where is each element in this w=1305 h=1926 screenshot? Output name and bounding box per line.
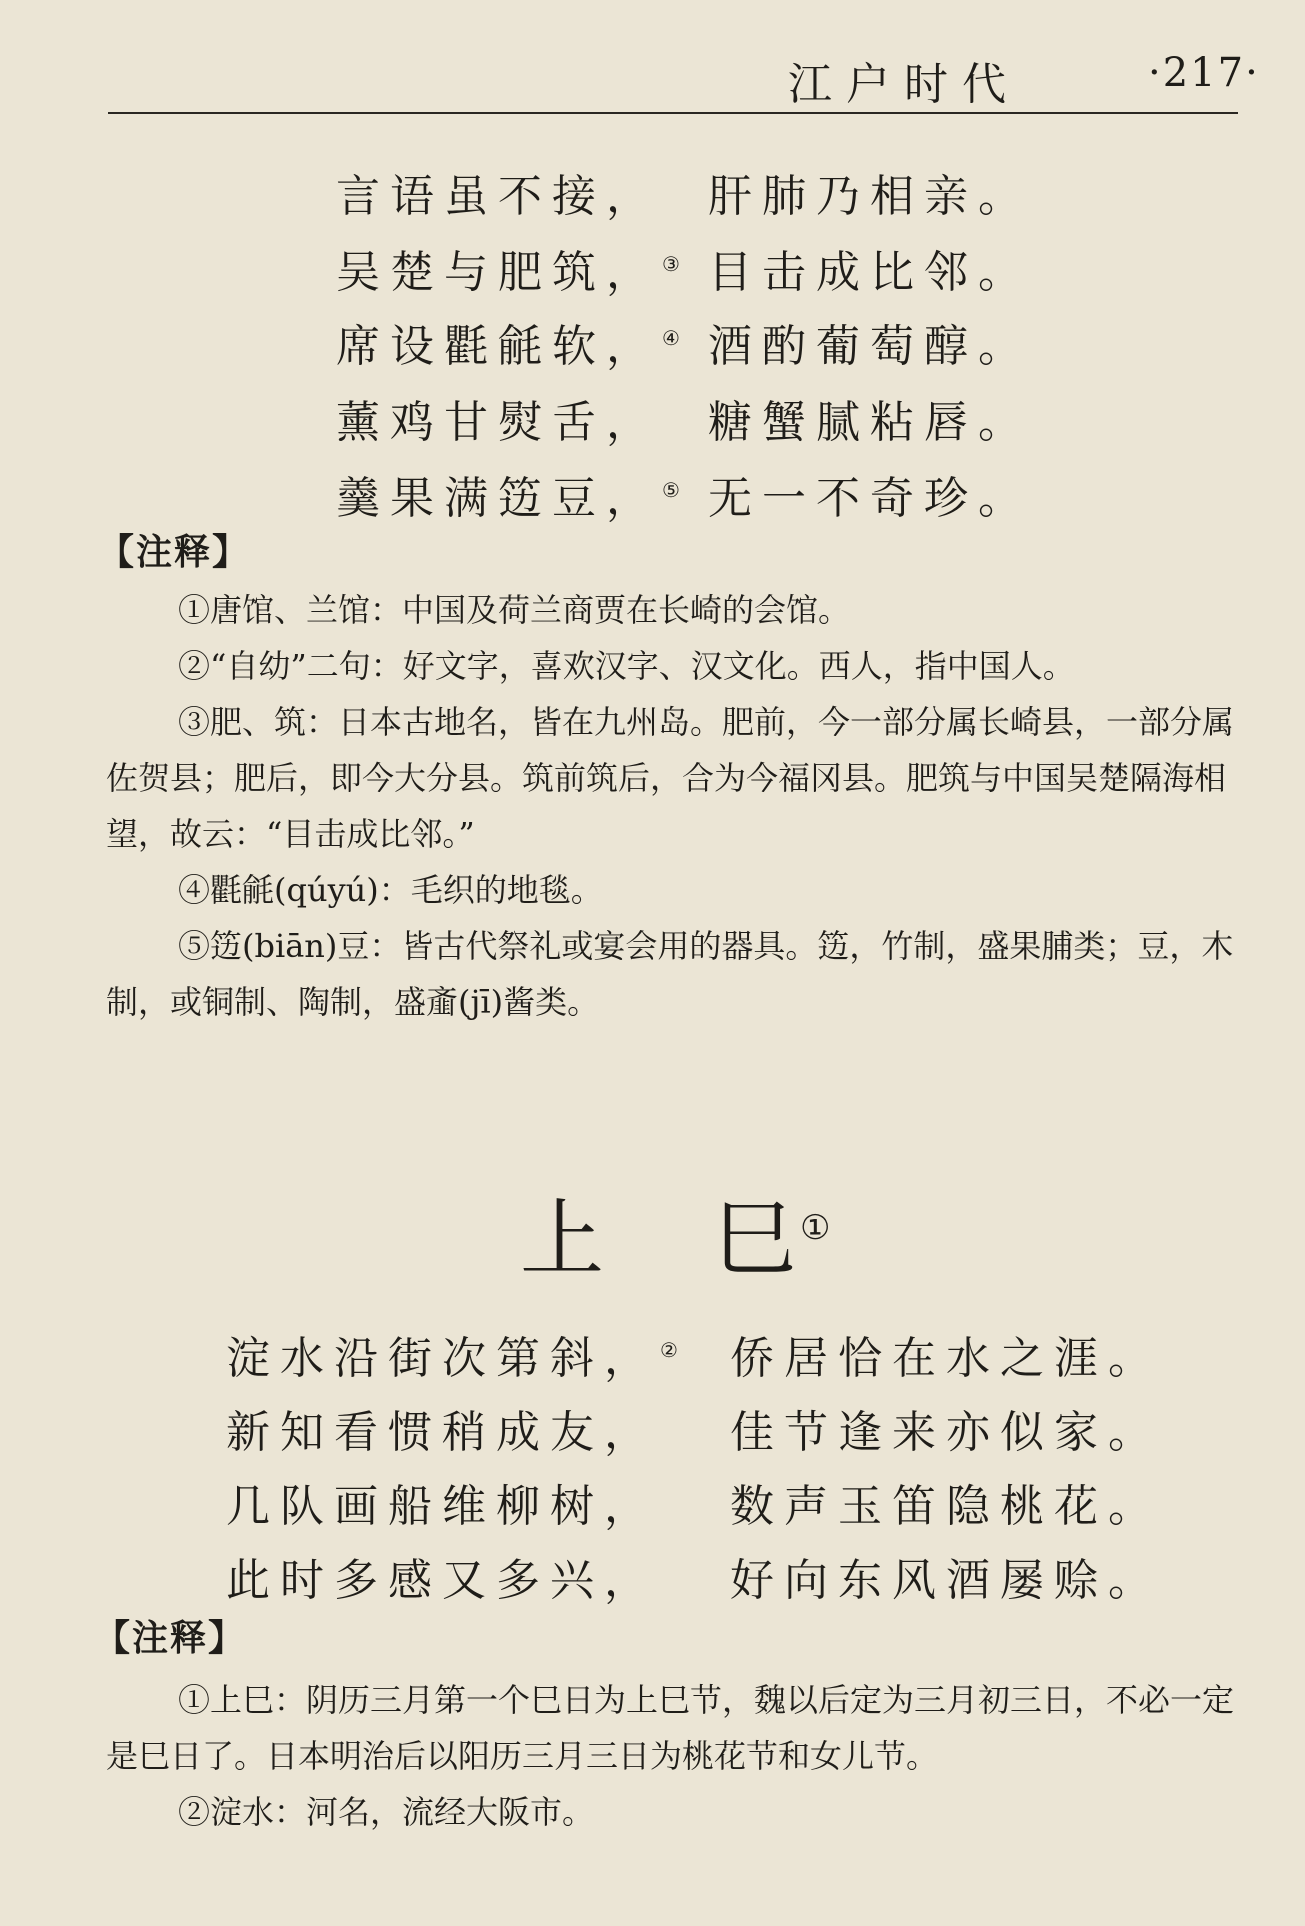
note-item: ①唐馆、兰馆：中国及荷兰商贾在长崎的会馆。 [178,591,851,629]
poem-1-line-3-left: 席设氍毹软， ④ [336,321,680,372]
header-rule [108,112,1238,114]
poem-2-line-3-right: 数声玉笛隐桃花。 [730,1481,1162,1532]
page-number: ·217· [1148,50,1260,96]
note-item: ②淀水：河名，流经大阪市。 [178,1793,595,1831]
poem-2-line-4-right: 好向东风酒屡赊。 [730,1555,1162,1606]
poem-1-line-2-right: 目击成比邻。 [708,247,1032,298]
poem-2-line-4-left: 此时多感又多兴， [226,1555,658,1606]
poem-1-line-5-left: 羹果满笾豆， ⑤ [336,473,680,524]
poem-2-title-part-1: 上 [520,1190,605,1288]
poem-2-line-2-right: 佳节逢来亦似家。 [730,1407,1162,1458]
note-item: ①上巳：阴历三月第一个巳日为上巳节，魏以后定为三月初三日，不必一定是巳日了。日本明治后以阳历三月三日为桃花节和女儿节。 [106,1681,1235,1775]
footnote-ref: ④ [662,326,680,351]
footnote-ref: ① [800,1208,831,1248]
poem-2-line-2-left: 新知看惯稍成友， [226,1407,658,1458]
note-item: ③肥、筑：日本古地名，皆在九州岛。肥前，今一部分属长崎县，一部分属佐贺县；肥后，即今大分县。筑前筑后，合为今福冈县。肥筑与中国吴楚隔海相望，故云：“目击成比邻。” [106,703,1235,853]
poem-1-line-5-right: 无一不奇珍。 [708,473,1032,524]
notes-2 [106,1672,1236,1840]
running-header [108,40,1260,110]
notes-1 [106,582,1236,1030]
note-item: ②“自幼”二句：好文字，喜欢汉字、汉文化。西人，指中国人。 [178,647,1075,685]
poem-2-line-3-left: 几队画船维柳树， [226,1481,658,1532]
poem-2-line-1-right: 侨居恰在水之涯。 [730,1333,1162,1384]
poem-1-line-3-right: 酒酌葡萄醇。 [708,321,1032,372]
notes-heading: 【注释】 [98,532,251,573]
poem-1-line-1-right: 肝肺乃相亲。 [708,171,1032,222]
note-item: ⑤笾(biān)豆：皆古代祭礼或宴会用的器具。笾，竹制，盛果脯类；豆，木制，或铜制、陶制，盛齑(jī)酱类。 [106,927,1234,1021]
footnote-ref: ③ [662,252,680,277]
footnote-ref: ② [660,1338,678,1363]
notes-heading: 【注释】 [94,1618,247,1659]
poem-2-title-part-2: 巳 ① [712,1190,831,1288]
poem-1-line-4-right: 糖蟹腻粘唇。 [708,397,1032,448]
poem-2-line-1-left: 淀水沿街次第斜， ② [226,1333,678,1384]
poem-1-line-4-left: 薰鸡甘熨舌， [336,397,660,448]
chapter-title: 江户时代 [788,59,1020,110]
footnote-ref: ⑤ [662,478,680,503]
poem-1-line-2-left: 吴楚与肥筑， ③ [336,247,680,298]
note-item: ④氍毹(qúyú)：毛织的地毯。 [178,871,603,909]
poem-1-line-1-left: 言语虽不接， [336,171,660,222]
